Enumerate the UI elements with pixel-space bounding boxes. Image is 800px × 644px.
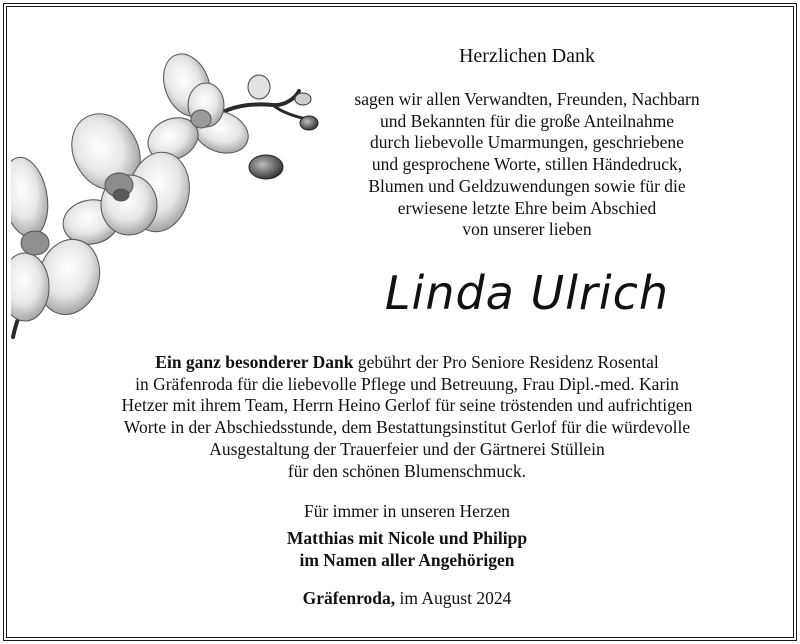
signatory-line: Matthias mit Nicole und Philipp xyxy=(286,528,528,548)
thanks-paragraph xyxy=(27,352,787,482)
intro-line: erwiesene letzte Ehre beim Abschied xyxy=(397,197,657,218)
intro-line: von unserer lieben xyxy=(462,219,592,240)
orchid-illustration xyxy=(11,47,331,347)
thanks-line: Hetzer mit ihrem Team, Herrn Heino Gerlof für seine tröstenden und aufrichtigen xyxy=(121,395,693,416)
place: Gräfenroda, xyxy=(302,588,396,608)
place-date xyxy=(207,588,607,610)
intro-paragraph xyxy=(307,89,747,241)
intro-line: und Bekannten für die große Anteilnahme xyxy=(379,110,674,131)
notice-frame xyxy=(3,3,797,641)
thanks-line: Worte in der Abschiedsstunde, dem Bestattungsinstitut Gerlof für die würdevolle xyxy=(123,417,691,438)
thanks-line: in Gräfenroda für die liebevolle Pflege und Betreuung, Frau Dipl.-med. Karin xyxy=(135,373,679,394)
heading: Herzlichen Dank xyxy=(458,45,596,67)
thanks-line-1-rest: gebührt der Pro Seniore Residenz Rosental xyxy=(353,352,659,372)
closing-line: Für immer in unseren Herzen xyxy=(303,501,511,521)
thanks-line: für den schönen Blumenschmuck. xyxy=(287,460,527,481)
deceased-name: Linda Ulrich xyxy=(384,266,670,320)
signatory-line: im Namen aller Angehörigen xyxy=(299,549,515,570)
intro-line: Blumen und Geldzuwendungen sowie für die xyxy=(368,175,686,196)
date: im August 2024 xyxy=(395,588,512,608)
thanks-lead: Ein ganz besonderer Dank xyxy=(155,352,354,372)
thanks-line: Ausgestaltung der Trauerfeier und der Gärtnerei Stüllein xyxy=(209,438,605,459)
signatories xyxy=(207,528,607,571)
intro-line: sagen wir allen Verwandten, Freunden, Nachbarn xyxy=(354,89,700,109)
intro-line: durch liebevolle Umarmungen, geschriebene xyxy=(370,132,684,153)
thanks-line-1 xyxy=(27,352,787,374)
intro-line: und gesprochene Worte, stillen Händedruck, xyxy=(371,154,683,175)
